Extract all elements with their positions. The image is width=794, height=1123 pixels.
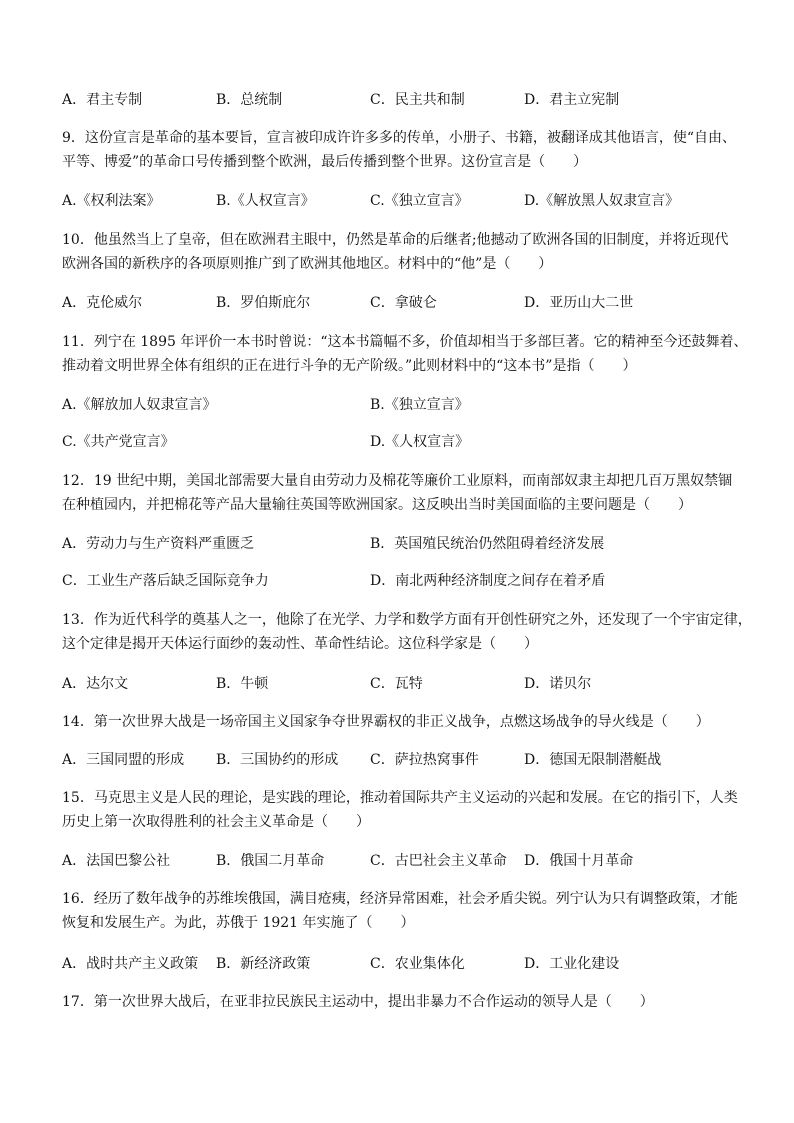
question-10 (62, 228, 742, 276)
q8-options (62, 90, 754, 110)
question-text: 欧洲各国的新秩序的各项原则推广到了欧洲其他地区。材料中的“他”是（ ） (62, 256, 553, 272)
question-17 (62, 990, 742, 1014)
q15-options (62, 851, 754, 871)
option-c[interactable]: C.《共产党宣言》 (62, 434, 175, 450)
option-b[interactable]: B.《人权宣言》 (216, 193, 315, 209)
question-text: 9．这份宣言是革命的基本要旨，宣言被印成许许多多的传单，小册子、书籍，被翻译成其他语言，使“自由、 (62, 130, 737, 146)
question-text: 12．19 世纪中期，美国北部需要大量自由劳动力及棉花等廉价工业原料，而南部奴隶主却把几百万黑奴禁锢 (62, 473, 733, 489)
question-11 (62, 330, 748, 378)
option-b[interactable]: B．牛顿 (216, 676, 269, 692)
option-b[interactable]: B．英国殖民统治仍然阻碍着经济发展 (370, 536, 605, 552)
question-text: 这个定律是揭开天体运行面纱的轰动性、革命性结论。这位科学家是（ ） (62, 636, 538, 652)
question-text: 15．马克思主义是人民的理论，是实践的理论，推动着国际共产主义运动的兴起和发展。在它的指引下，人类 (62, 790, 738, 806)
option-d[interactable]: D．工业化建设 (524, 956, 620, 972)
question-13 (62, 608, 752, 656)
option-b[interactable]: B．总统制 (216, 92, 283, 108)
question-text: 恢复和发展生产。为此，苏俄于 1921 年实施了（ ） (62, 915, 415, 931)
option-a[interactable]: A．克伦威尔 (62, 295, 143, 311)
option-a[interactable]: A．君主专制 (62, 92, 143, 108)
option-c[interactable]: C．古巴社会主义革命 (370, 853, 507, 869)
option-c[interactable]: C．工业生产落后缺乏国际竞争力 (62, 573, 269, 589)
question-text: 历史上第一次取得胜利的社会主义革命是（ ） (62, 814, 370, 830)
option-c[interactable]: C．农业集体化 (370, 956, 465, 972)
question-text: 推动着文明世界全体有组织的正在进行斗争的无产阶级。”此则材料中的“这本书”是指（ ） (62, 358, 637, 374)
option-a[interactable]: A.《解放加人奴隶宣言》 (62, 397, 217, 413)
option-d[interactable]: D.《解放黑人奴隶宣言》 (524, 193, 680, 209)
q11-options-row1 (62, 395, 754, 415)
question-15 (62, 786, 742, 834)
q10-options (62, 293, 754, 313)
question-text: 13．作为近代科学的奠基人之一，他除了在光学、力学和数学方面有开创性研究之外，还发现了一个宇宙定律， (62, 612, 752, 628)
question-text: 11．列宁在 1895 年评价一本书时曾说：“这本书篇幅不多，价值却相当于多部巨著。它的精神至今还鼓舞着、 (62, 334, 748, 350)
q13-options (62, 674, 754, 694)
q12-options-row1 (62, 534, 754, 554)
option-b[interactable]: B．罗伯斯庇尔 (216, 295, 311, 311)
question-16 (62, 887, 742, 935)
option-b[interactable]: B．新经济政策 (216, 956, 311, 972)
option-c[interactable]: C．萨拉热窝事件 (370, 752, 479, 768)
question-text: 在种植园内，并把棉花等产品大量输往英国等欧洲国家。这反映出当时美国面临的主要问题是（ ） (62, 497, 692, 513)
option-d[interactable]: D．君主立宪制 (524, 92, 620, 108)
option-a[interactable]: A．达尔文 (62, 676, 129, 692)
option-c[interactable]: C．拿破仑 (370, 295, 437, 311)
option-d[interactable]: D．南北两种经济制度之间存在着矛盾 (370, 573, 606, 589)
option-c[interactable]: C.《独立宣言》 (370, 193, 469, 209)
q16-options (62, 954, 754, 974)
question-14 (62, 710, 742, 734)
option-a[interactable]: A．三国同盟的形成 (62, 752, 185, 768)
option-b[interactable]: B.《独立宣言》 (370, 397, 469, 413)
option-d[interactable]: D．亚历山大二世 (524, 295, 634, 311)
option-a[interactable]: A.《权利法案》 (62, 193, 161, 209)
question-text: 16．经历了数年战争的苏维埃俄国，满目疮痍，经济异常困难，社会矛盾尖锐。列宁认为只有调整政策，才能 (62, 891, 738, 907)
question-text: 14．第一次世界大战是一场帝国主义国家争夺世界霸权的非正义战争，点燃这场战争的导火线是（ ） (62, 714, 710, 730)
question-9 (62, 126, 742, 174)
option-c[interactable]: C．瓦特 (370, 676, 423, 692)
q9-options (62, 191, 754, 211)
option-b[interactable]: B．三国协约的形成 (216, 752, 339, 768)
option-a[interactable]: A．劳动力与生产资料严重匮乏 (62, 536, 255, 552)
question-text: 10．他虽然当上了皇帝，但在欧洲君主眼中，仍然是革命的后继者;他撼动了欧洲各国的旧制度，并将近现代 (62, 232, 729, 248)
question-text: 平等、博爱”的革命口号传播到整个欧洲，最后传播到整个世界。这份宣言是（ ） (62, 154, 588, 170)
q11-options-row2 (62, 432, 754, 452)
option-b[interactable]: B．俄国二月革命 (216, 853, 325, 869)
option-a[interactable]: A．战时共产主义政策 (62, 956, 199, 972)
option-d[interactable]: D.《人权宣言》 (370, 434, 470, 450)
question-text: 17．第一次世界大战后，在亚非拉民族民主运动中，提出非暴力不合作运动的领导人是（ ） (62, 994, 654, 1010)
q12-options-row2 (62, 571, 754, 591)
q14-options (62, 750, 754, 770)
option-d[interactable]: D．诺贝尔 (524, 676, 592, 692)
option-d[interactable]: D．俄国十月革命 (524, 853, 634, 869)
option-c[interactable]: C．民主共和制 (370, 92, 465, 108)
question-12 (62, 469, 742, 517)
option-d[interactable]: D．德国无限制潜艇战 (524, 752, 662, 768)
option-a[interactable]: A．法国巴黎公社 (62, 853, 171, 869)
